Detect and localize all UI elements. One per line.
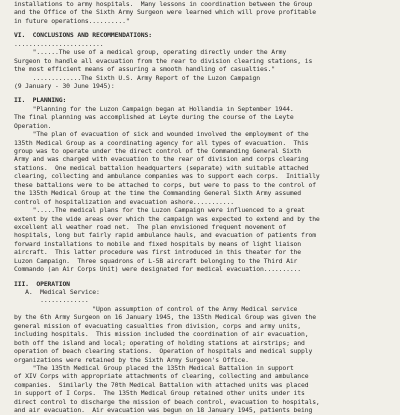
text-line: Surgeon to handle all evacuation from the rear to division clearing stations, is xyxy=(14,56,313,65)
text-line: aircraft. This latter procedure was first introduced in this theater for the xyxy=(14,248,302,257)
text-line: "Planning for the Luzon Campaign began at Hollandia in September 1944. xyxy=(14,104,294,113)
text-line: "The plan of evacuation of sick and wounded involved the employment of the xyxy=(14,130,309,139)
text-line: and the Office of the Sixth Army Surgeon were learned which will prove profitable xyxy=(14,8,316,17)
text-line: group was to operate under the direct control of the Commanding General Sixth xyxy=(14,147,302,155)
text-line: .............The Sixth U.S. Army Report of the Luzon Campaign xyxy=(14,73,261,82)
text-line: ".....The medical plans for the Luzon Campaign were influenced to a great xyxy=(14,206,305,215)
text-line: Luzon Campaign. Three squadrons of L-5B aircraft belonging to the Third Air xyxy=(14,256,298,265)
text-line: ............. xyxy=(14,296,89,305)
section-heading: III. OPERATION xyxy=(14,279,70,288)
text-line: the most efficient means of assuring a smooth handling of casualties." xyxy=(14,65,275,74)
text-line: including hospitals. This mission included the coordination of air evacuation, xyxy=(14,330,309,339)
text-line: organizations were retained by the Sixth Army Surgeon's Office. xyxy=(14,355,249,364)
text-line: excellent all weather road net. The plan envisioned frequent movement of xyxy=(14,222,287,231)
text-line: installations to army hospitals. Many lessons in coordination between the Group xyxy=(14,0,313,8)
text-line: forward installations to mobile and fixed hospitals by means of light liaison xyxy=(14,239,302,248)
text-line: Army and was charged with evacuation to the rear of division and corps clearing xyxy=(14,155,309,164)
text-line: the 135th Medical Group at the time the Commanding General Sixth Army assumed xyxy=(14,189,302,198)
text-line: Commando (an Air Corps Unit) were designated for medical evacuation.......... xyxy=(14,265,302,274)
text-line: Operation. xyxy=(14,121,52,130)
text-line: operation of beach clearing stations. Operation of hospitals and medical supply xyxy=(14,347,313,356)
section-heading: VI. CONCLUSIONS AND RECOMMENDATIONS: xyxy=(14,31,152,40)
text-line: by the 6th Army Surgeon on 16 January 1945, the 135th Medical Group was given the xyxy=(14,313,316,322)
text-line: ........................ xyxy=(14,39,104,48)
text-line: companies. Similarly the 70th Medical Battalion with attached units was placed xyxy=(14,380,309,389)
text-line: clearing, collecting and ambulance companies was to support each corps. Initially xyxy=(14,172,320,181)
text-line: and air evacuation. Air evacuation was begun on 18 January 1945, patients being xyxy=(14,406,313,415)
section-heading: II. PLANNING: xyxy=(14,96,67,105)
text-line: (9 January - 30 June 1945): xyxy=(14,81,115,90)
text-line: control of hospitalization and evacuation ashore........... xyxy=(14,197,234,206)
text-line: 135th Medical Group as a coordinating agency for all types of evacuation. This xyxy=(14,138,309,147)
text-line: "The 135th Medical Group placed the 135th Medical Battalion in support xyxy=(14,363,294,372)
text-line: in support of I Corps. The 135th Medical Group retained other units under its xyxy=(14,389,305,398)
text-line: extent by the wide areas over which the campaign was expected to extend and by the xyxy=(14,214,320,223)
text-line: of XIV Corps with appropriate attachments of clearing, collecting and ambulance xyxy=(14,372,309,381)
text-line: direct control to discharge the mission of beach control, evacuation to hospitals, xyxy=(14,397,320,406)
text-line: "Upon assumption of control of the Army Medical service xyxy=(14,304,298,313)
text-line: stations. One medical battalion headquarters (separate) with suitable attached xyxy=(14,163,309,172)
text-line: "......The use of a medical group, operating directly under the Army xyxy=(14,48,287,57)
text-line: hospitals, long but fairly rapid ambulance hauls, and evacuation of patients from xyxy=(14,231,316,240)
text-line: these battalions were to be attached to corps, but were to pass to the control of xyxy=(14,180,316,189)
text-line: A. Medical Service: xyxy=(14,288,100,296)
text-line: both off the island and local; operating of holding stations at airstrips; and xyxy=(14,338,305,347)
text-line: general mission of evacuating casualties from division, corps and army units, xyxy=(14,321,302,330)
text-line: in future operations.........." xyxy=(14,16,130,25)
text-line: The final planning was accomplished at Leyte during the course of the Leyte xyxy=(14,113,294,122)
